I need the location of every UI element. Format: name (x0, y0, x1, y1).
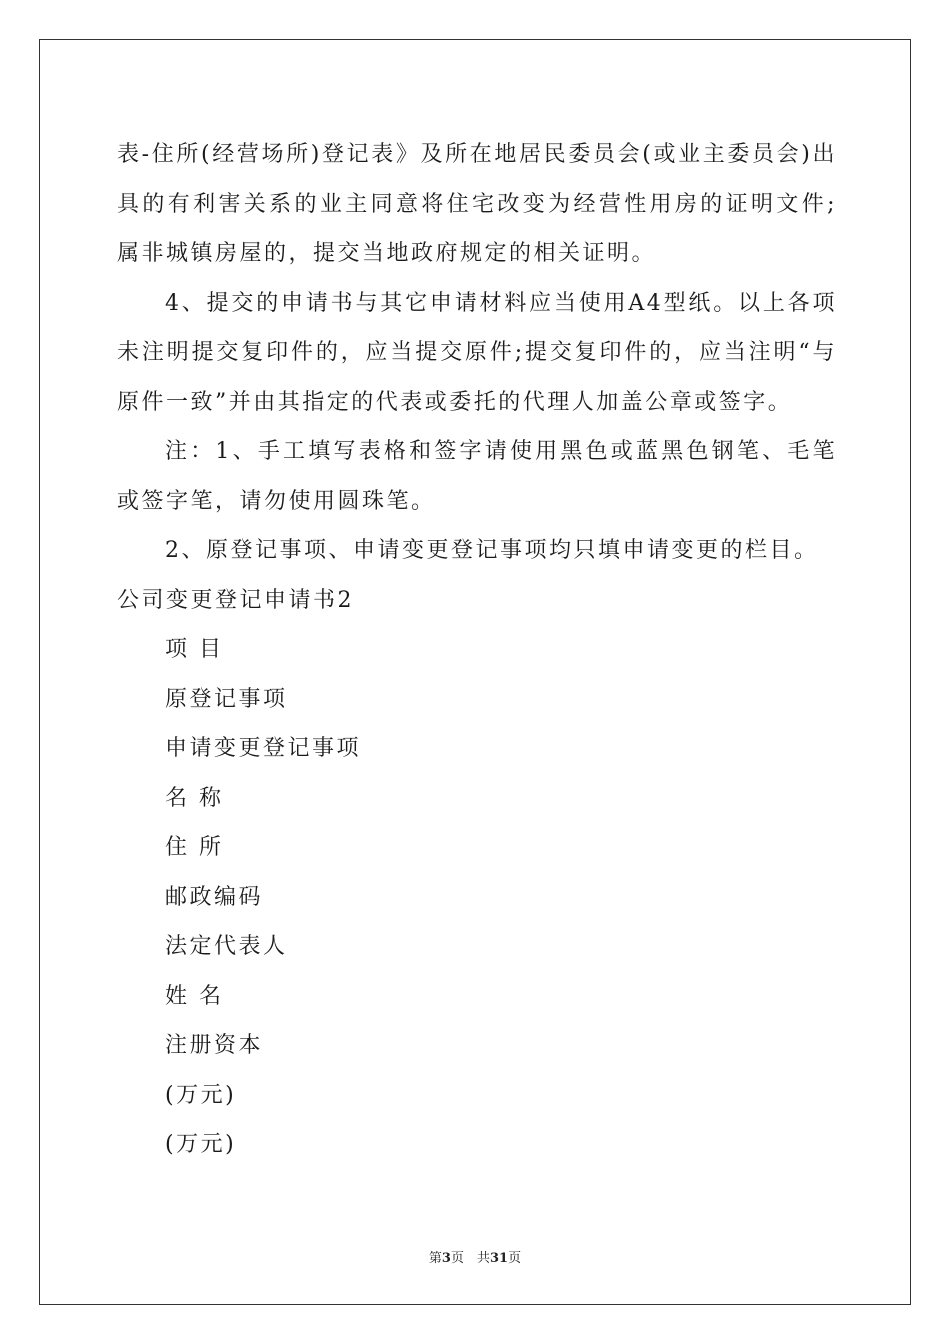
paragraph-item-4: 4、提交的申请书与其它申请材料应当使用A4型纸。以上各项未注明提交复印件的，应当提交原件;提交复印件的，应当注明“与原件一致”并由其指定的代表或委托的代理人加盖公章或签字。 (117, 290, 837, 415)
list-item: 住 所 (165, 835, 224, 860)
list-item: 项 目 (165, 637, 224, 662)
list-item: 邮政编码 (165, 884, 264, 910)
paragraph-note-2: 2、原登记事项、申请变更登记事项均只填申请变更的栏目。 (165, 538, 819, 563)
list-item: (万元) (165, 1132, 237, 1157)
total-page-number: 31 (489, 1251, 509, 1266)
list-item: 原登记事项 (165, 686, 288, 712)
footer-prefix: 第 (428, 1251, 442, 1266)
footer-mid: 页 共 (450, 1251, 490, 1266)
document-body (117, 130, 837, 1170)
list-item: 法定代表人 (165, 934, 288, 959)
list-item: 注册资本 (165, 1033, 264, 1058)
section-title: 公司变更登记申请书2 (117, 587, 354, 613)
list-item: 申请变更登记事项 (165, 736, 362, 761)
paragraph-note-1: 注：1、手工填写表格和签字请使用黑色或蓝黑色钢笔、毛笔或签字笔，请勿使用圆珠笔。 (117, 439, 837, 514)
footer-suffix: 页 (508, 1251, 522, 1266)
list-item: 姓 名 (165, 983, 224, 1009)
paragraph-continuation: 表-住所(经营场所)登记表》及所在地居民委员会(或业主委员会)出具的有利害关系的业主同意将住宅改变为经营性用房的证明文件;属非城镇房屋的，提交当地政府规定的相关证明。 (117, 142, 837, 266)
list-item: 名 称 (165, 785, 224, 811)
list-item: (万元) (165, 1082, 237, 1108)
current-page-number: 3 (441, 1251, 451, 1266)
page-footer (0, 1247, 950, 1266)
